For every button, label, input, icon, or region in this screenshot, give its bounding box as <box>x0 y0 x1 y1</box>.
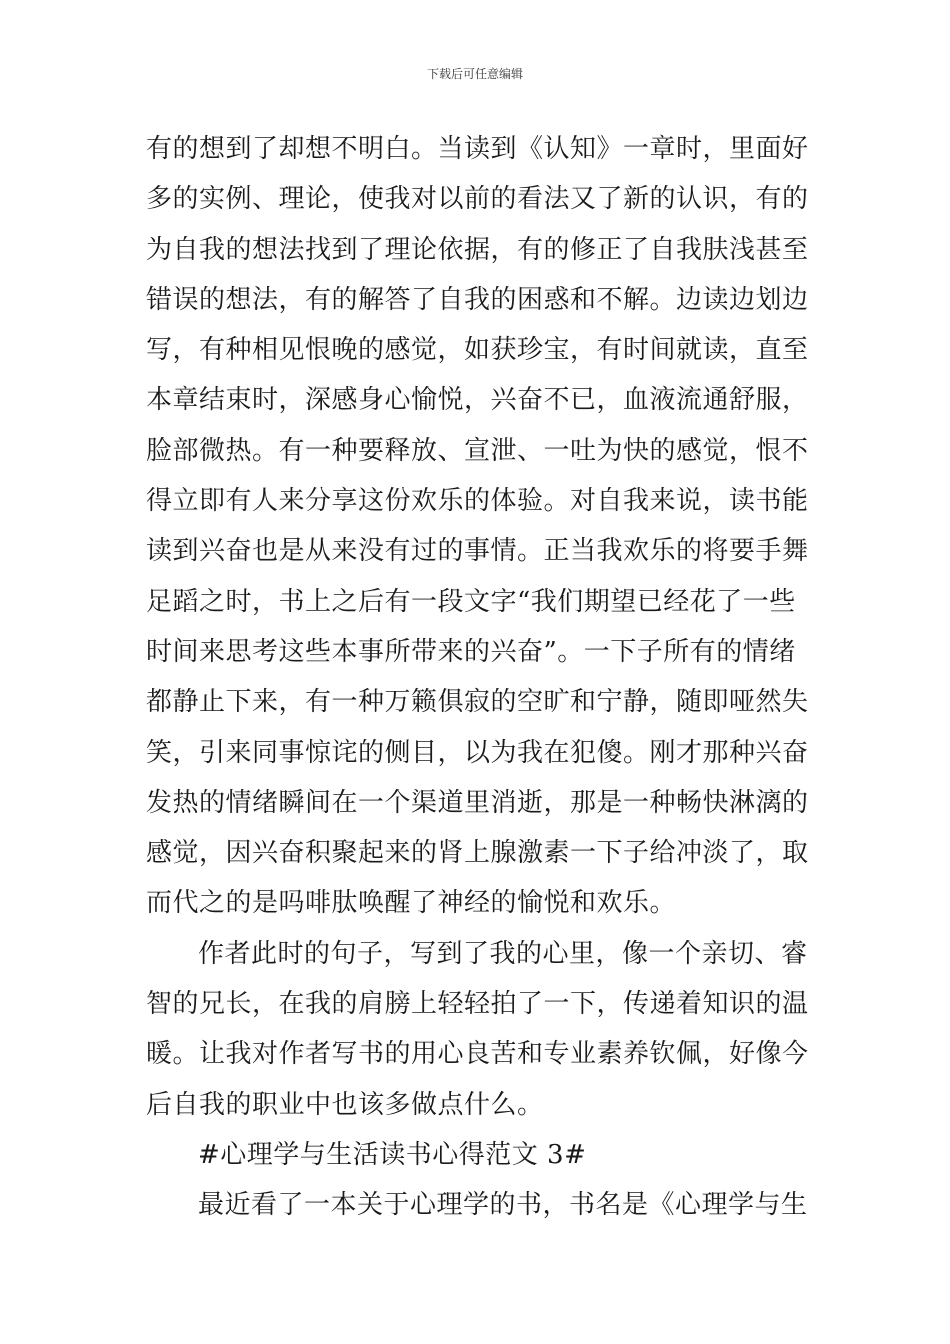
text-line: 时间来思考这些本事所带来的兴奋”。一下子所有的情绪 <box>146 636 796 667</box>
text-line: 后自我的职业中也该多做点什么。 <box>146 1089 544 1120</box>
text-line: 为自我的想法找到了理论依据，有的修正了自我肤浅甚至 <box>146 234 809 265</box>
body-text <box>146 124 812 1231</box>
text-line: 而代之的是吗啡肽唤醒了神经的愉悦和欢乐。 <box>146 888 677 919</box>
text-line: 暖。让我对作者写书的用心良苦和专业素养钦佩，好像今 <box>146 1039 809 1070</box>
text-line: 得立即有人来分享这份欢乐的体验。对自我来说，读书能 <box>146 486 809 517</box>
paragraph-start-line: 作者此时的句子，写到了我的心里，像一个亲切、睿 <box>198 938 808 969</box>
text-line: 多的实例、理论，使我对以前的看法又了新的认识，有的 <box>146 184 809 215</box>
section-heading: #心理学与生活读书心得范文 3# <box>198 1139 587 1170</box>
text-line: 笑，引来同事惊诧的侧目，以为我在犯傻。刚才那种兴奋 <box>146 737 809 768</box>
text-line: 错误的想法，有的解答了自我的困惑和不解。边读边划边 <box>146 284 809 315</box>
text-line: 感觉，因兴奋积聚起来的肾上腺激素一下子给冲淡了，取 <box>146 838 809 869</box>
paragraph-start-line: 最近看了一本关于心理学的书，书名是《心理学与生 <box>198 1190 808 1221</box>
text-line: 足蹈之时，书上之后有一段文字“我们期望已经花了一些 <box>146 586 796 617</box>
text-line: 脸部微热。有一种要释放、宣泄、一吐为快的感觉，恨不 <box>146 435 809 466</box>
page-header: 下载后可任意编辑 <box>426 67 523 81</box>
text-line: 都静止下来，有一种万籁俱寂的空旷和宁静，随即哑然失 <box>146 687 809 718</box>
text-line: 发热的情绪瞬间在一个渠道里消逝，那是一种畅快淋漓的 <box>146 787 809 818</box>
text-line: 本章结束时，深感身心愉悦，兴奋不已，血液流通舒服， <box>146 385 809 416</box>
text-line: 读到兴奋也是从来没有过的事情。正当我欢乐的将要手舞 <box>146 536 809 567</box>
text-line: 写，有种相见恨晚的感觉，如获珍宝，有时间就读，直至 <box>146 335 809 366</box>
text-line: 智的兄长，在我的肩膀上轻轻拍了一下，传递着知识的温 <box>146 989 809 1020</box>
text-line: 有的想到了却想不明白。当读到《认知》一章时，里面好 <box>146 134 809 164</box>
